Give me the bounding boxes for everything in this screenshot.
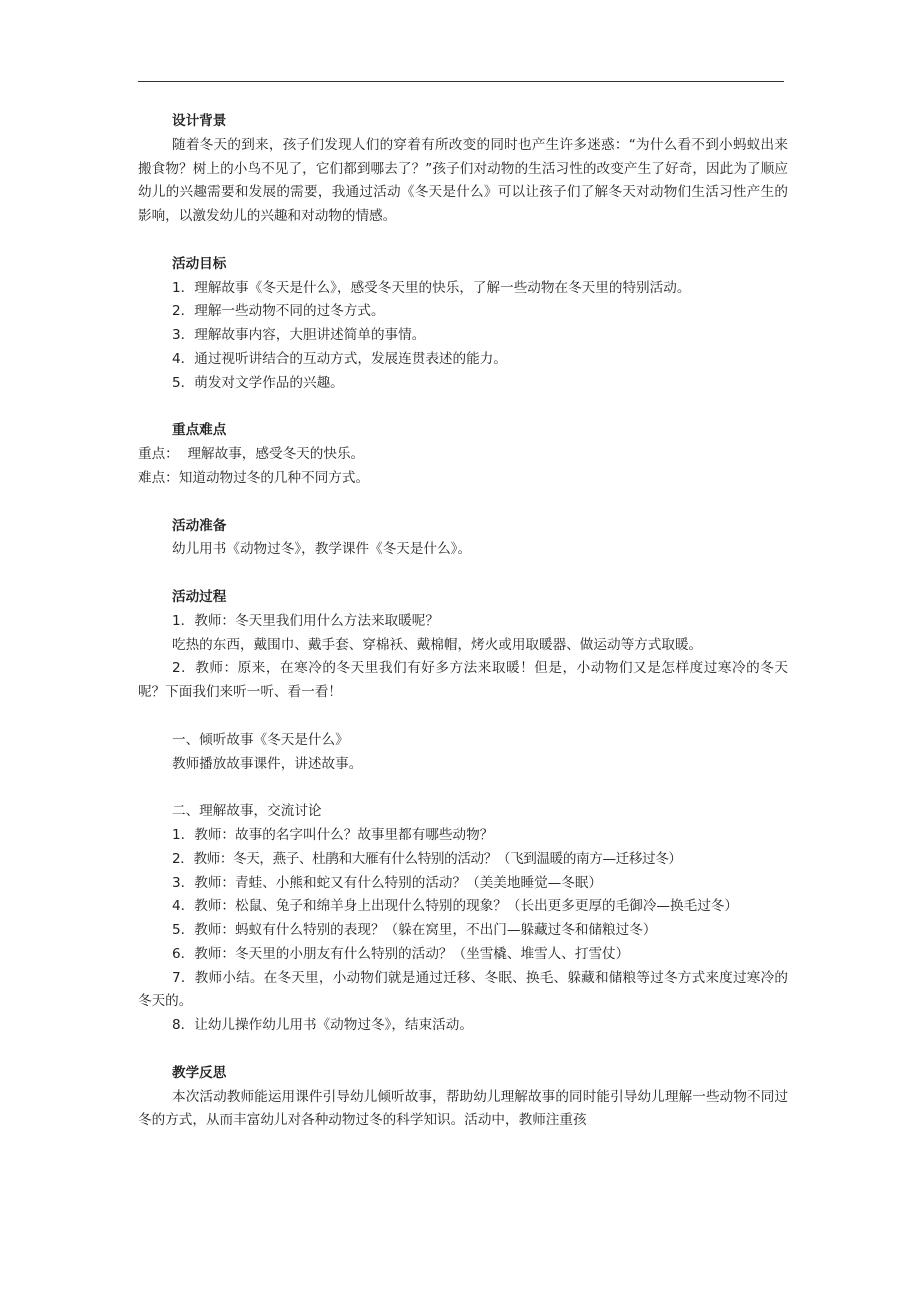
section-heading-reflection: 教学反思 <box>172 1064 227 1081</box>
key-point-text: 重点： 理解故事，感受冬天的快乐。 <box>138 446 365 463</box>
goal-item: 1．理解故事《冬天是什么》，感受冬天里的快乐，了解一些动物在冬天里的特别活动。 <box>172 279 691 296</box>
goal-item: 5．萌发对文学作品的兴趣。 <box>172 374 344 391</box>
part-1-text: 教师播放故事课件，讲述故事。 <box>172 755 363 772</box>
difficult-point-text: 难点：知道动物过冬的几种不同方式。 <box>138 469 370 486</box>
section-heading-key-points: 重点难点 <box>172 422 227 439</box>
process-question-1: 1．教师：冬天里我们用什么方法来取暖呢？ <box>172 612 439 629</box>
preparation-text: 幼儿用书《动物过冬》，教学课件《冬天是什么》。 <box>172 541 472 558</box>
section-heading-process: 活动过程 <box>172 588 227 605</box>
goal-item: 4．通过视听讲结合的互动方式，发展连贯表述的能力。 <box>172 350 507 367</box>
discussion-item: 6．教师：冬天里的小朋友有什么特别的活动？（坐雪橇、堆雪人、打雪仗） <box>172 945 630 962</box>
section-heading-design-background: 设计背景 <box>172 113 227 129</box>
header-rule <box>138 81 784 82</box>
goal-item: 2．理解一些动物不同的过冬方式。 <box>172 303 385 320</box>
discussion-item: 8．让幼儿操作幼儿用书《动物过冬》，结束活动。 <box>172 1017 473 1034</box>
design-background-paragraph: 随着冬天的到来，孩子们发现人们的穿着有所改变的同时也产生许多迷惑：“为什么看不到小蚂蚁出来搬食物？树上的小鸟不见了，它们都到哪去了？”孩子们对动物的生活习性的改变产生了好奇，因此为了顺应幼儿的兴趣需要和发展的需要，我通过活动《冬天是什么》可以让孩子们了解冬天对动物们生活习性产生的影响，以激发幼儿的兴趣和对动物的情感。 <box>138 136 788 225</box>
discussion-item: 4．教师：松鼠、兔子和绵羊身上出现什么特别的现象？（长出更多更厚的毛御冷—换毛过冬） <box>172 898 738 915</box>
process-answer-1: 吃热的东西，戴围巾、戴手套、穿棉袄、戴棉帽，烤火或用取暖器、做运动等方式取暖。 <box>172 636 703 653</box>
discussion-item: 2．教师：冬天，燕子、杜鹃和大雁有什么特别的活动？（飞到温暖的南方—迁移过冬） <box>172 850 682 867</box>
goal-item: 3．理解故事内容，大胆讲述简单的事情。 <box>172 327 426 344</box>
part-1-title: 一、倾听故事《冬天是什么》 <box>172 731 349 748</box>
section-heading-preparation: 活动准备 <box>172 517 227 534</box>
discussion-item: 3．教师：青蛙、小熊和蛇又有什么特别的活动？（美美地睡觉—冬眠） <box>172 874 603 891</box>
process-question-2: 2．教师：原来，在寒冷的冬天里我们有好多方法来取暖！但是，小动物们又是怎样度过寒冷的冬天呢？下面我们来听一听、看一看！ <box>138 660 788 701</box>
discussion-item: 7．教师小结。在冬天里，小动物们就是通过迁移、冬眠、换毛、躲藏和储粮等过冬方式来度过寒冷的冬天的。 <box>138 969 788 1010</box>
document-body <box>138 110 788 1133</box>
discussion-item: 1．教师：故事的名字叫什么？故事里都有哪些动物？ <box>172 826 494 843</box>
section-heading-activity-goals: 活动目标 <box>172 255 227 272</box>
reflection-paragraph: 本次活动教师能运用课件引导幼儿倾听故事，帮助幼儿理解故事的同时能引导幼儿理解一些动物不同过冬的方式，从而丰富幼儿对各种动物过冬的科学知识。活动中，教师注重孩 <box>138 1088 788 1129</box>
part-2-title: 二、理解故事，交流讨论 <box>172 803 322 820</box>
discussion-item: 5．教师：蚂蚁有什么特别的表现？（躲在窝里，不出门—躲藏过冬和储粮过冬） <box>172 922 657 939</box>
